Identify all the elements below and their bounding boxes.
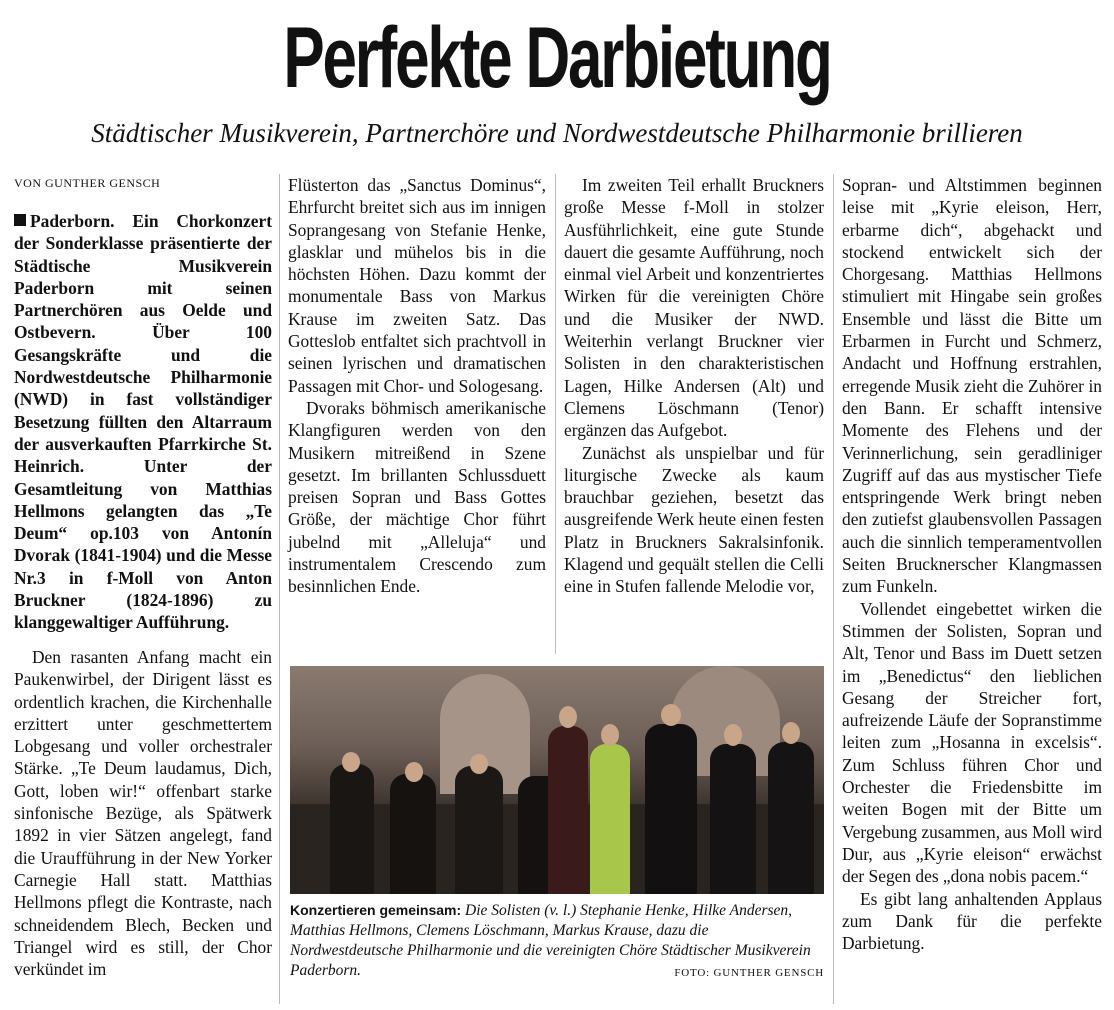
performer-head [559, 706, 577, 728]
caption-text: Die Solisten (v. l.) Stephanie Henke, Hilke Andersen, Matthias Hellmons, Clemens Löschmann, Markus Krause, dazu die Nordwestdeutsche Philharmonie und die vereinigten Chöre Städtischer Musikverein Paderborn. [290, 902, 811, 979]
performer-head [470, 754, 488, 774]
square-bullet-icon [14, 214, 26, 226]
performer-head [782, 722, 800, 744]
performer [330, 764, 374, 894]
column-divider [279, 174, 280, 1004]
concert-photo [290, 666, 824, 894]
caption-label: Konzertieren gemeinsam: [290, 902, 462, 918]
paragraph: Flüsterton das „Sanctus Dominus“, Ehrfurcht breitet sich aus im innigen Soprangesang von Stefanie Henke, glasklar und mühelos bis in die höchsten Höhen. Dazu kommt der monumentale Bass von Markus Krause im zweiten Satz. Das Gotteslob entfaltet sich prachtvoll in seinen lyrischen und dramatischen Passagen mit Chor- und Sologesang. [288, 175, 546, 396]
paragraph: Dvoraks böhmisch amerikanische Klangfiguren werden von den Musikern mitreißend in Szene gesetzt. Im brillanten Schlussduett preisen Sopran und Bass Gottes Größe, der mächtige Chor führt jubelnd mit „Alleluja“ und instrumentalem Crescendo zum besinnlichen Ende. [288, 397, 546, 597]
lead-text: Paderborn. Ein Chorkonzert der Sonderklasse präsentierte der Städtische Musikverein Paderborn mit seinen Partnerchören aus Oelde und Ostbevern. Über 100 Gesangskräfte und die Nordwestdeutsche Philharmonie (NWD) in fast vollständiger Besetzung füllten den Altarraum der ausverkauften Pfarrkirche St. Heinrich. Unter der Gesamtleitung von Matthias Hellmons gelangten das „Te Deum“ op.103 von Antonín Dvorak (1841-1904) und die Messe Nr.3 in f-Moll von Anton Bruckner (1824-1896) zu klanggewaltiger Aufführung. [14, 211, 272, 633]
performer-head [601, 724, 619, 746]
column-4 [842, 174, 1102, 954]
performer-head [342, 752, 360, 772]
paragraph: Den rasanten Anfang macht ein Paukenwirbel, der Dirigent lässt es ordentlich krachen, die Kirchenhalle erzittert unter geschmettertem Lobgesang und voller orchestraler Stärke. „Te Deum laudamus, Dich, Gott, loben wir!“ offenbart starke sinfonische Bezüge, als Spätwerk 1892 in vier Sätzen angelegt, fand die Uraufführung in der New Yorker Carnegie Hall statt. Matthias Hellmons pflegt die Kontraste, nach schneidendem Blech, Becken und Triangel wird es still, der Chor verkündet im [14, 647, 272, 980]
byline: VON GUNTHER GENSCH [14, 176, 161, 190]
soloist [548, 726, 588, 894]
subheadline: Städtischer Musikverein, Partnerchöre und Nordwestdeutsche Philharmonie brillieren [91, 118, 1023, 148]
performer-head [405, 762, 423, 782]
column-3 [564, 174, 824, 598]
lead-paragraph [14, 210, 272, 634]
paragraph: Sopran- und Altstimmen beginnen leise mit „Kyrie eleison, Herr, erbarme dich“, abgehackt und stockend entwickelt sich der Chorgesang. Matthias Hellmons stimuliert mit Hingabe sein großes Ensemble und lässt die Bitte um Erbarmen in Furcht und Schmerz, Andacht und Hoffnung erstrahlen, erregende Musik zieht die Zuhörer in den Bann. Er schafft intensive Momente des Flehens und der Verinnerlichung, sein geradliniger Zugriff auf das aus mystischer Tiefe entspringende Werk bringt neben den zutiefst glaubensvollen Passagen auch die sinnlich temperamentvollen Seiten Brucknerscher Klangmassen zum Funkeln. [842, 175, 1102, 597]
soloist [768, 742, 814, 894]
conductor [645, 724, 697, 894]
soloist [590, 744, 630, 894]
paragraph: Vollendet eingebettet wirken die Stimmen der Solisten, Sopran und Alt, Tenor und Bass im Duett setzen im „Benedictus“ den lieblichen Gesang der Streicher fort, aufreizende Läufe der Sopranstimme leiten zum „Hosanna in excelsis“. Zum Schluss führen Chor und Orchester die Friedensbitte im weiten Bogen mit der Bitte um Vergebung zusammen, aus Moll wird Dur, aus „Kyrie eleison“ erwächst der Segen des „dona nobis pacem.“ [842, 598, 1103, 887]
headline: Perfekte Darbietung [283, 10, 831, 106]
soloist [710, 744, 756, 894]
column-2 [288, 174, 546, 598]
column-divider [833, 174, 834, 1004]
column-divider [555, 174, 556, 654]
column-1 [14, 646, 272, 980]
photo-credit: FOTO: GUNTHER GENSCH [674, 967, 824, 979]
performer-head [724, 724, 742, 746]
performer [455, 766, 503, 894]
performer [390, 774, 436, 894]
paragraph: Es gibt lang anhaltenden Applaus zum Dank für die perfekte Darbietung. [842, 888, 1102, 954]
paragraph: Zunächst als unspielbar und für liturgische Zwecke als kaum brauchbar geziehen, besetzt das ausgreifende Werk heute einen festen Platz in Bruckners Sakralsinfonik. Klagend und gequält stellen die Celli eine in Stufen fallende Melodie vor, [564, 442, 824, 597]
paragraph: Im zweiten Teil erhallt Bruckners große Messe f-Moll in stolzer Ausführlichkeit, eine gute Stunde dauert die gesamte Aufführung, noch einmal viel Arbeit und konzentriertes Wirken für die vereinigten Chöre und die Musiker der NWD. Weiterhin verlangt Bruckner vier Solisten in den charakteristischen Lagen, Hilke Andersen (Alt) und Clemens Löschmann (Tenor) ergänzen das Aufgebot. [564, 175, 824, 441]
performer-head [661, 704, 681, 726]
